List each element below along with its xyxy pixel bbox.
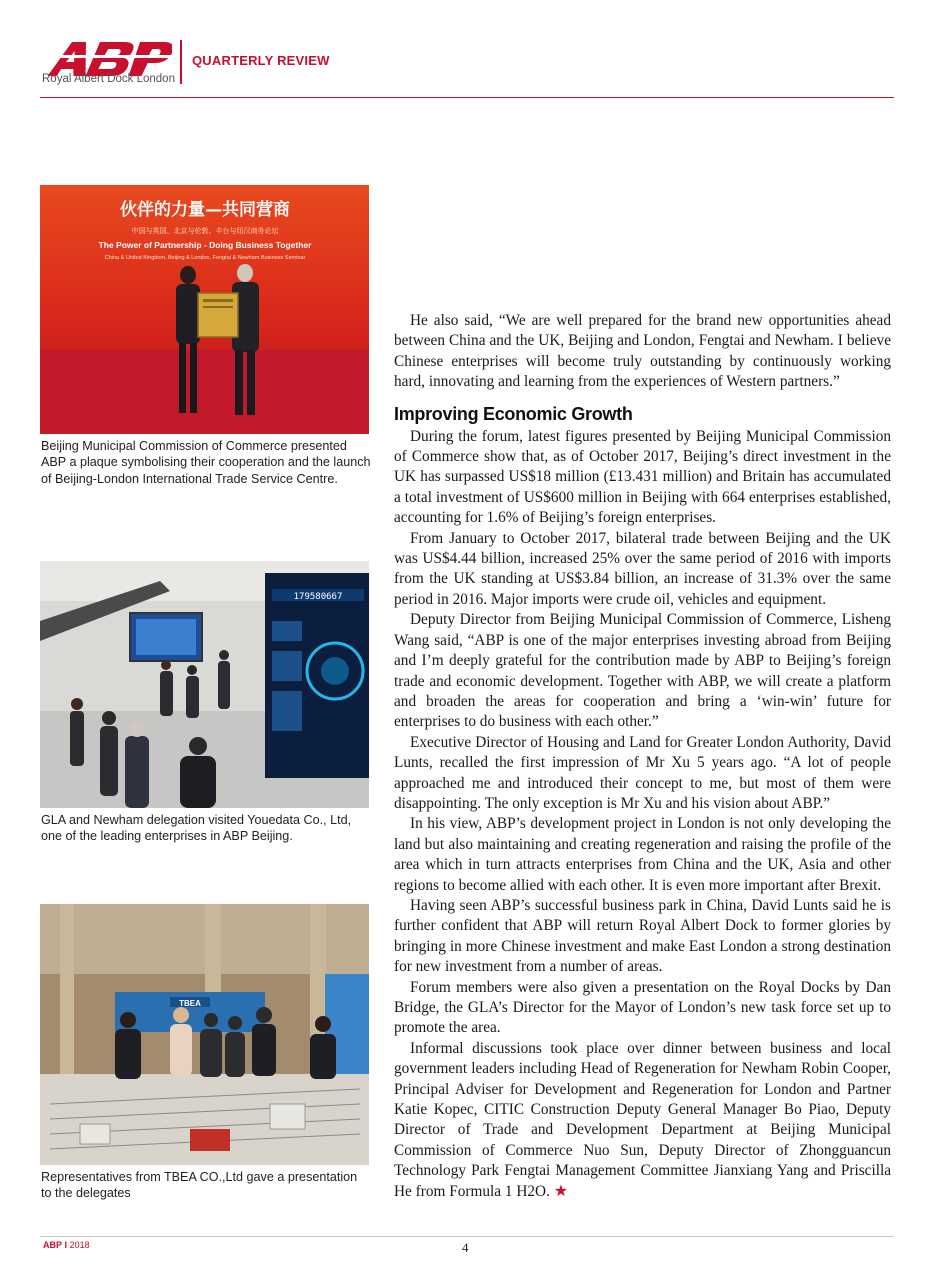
photo-caption: Beijing Municipal Commission of Commerce presented ABP a plaque symbolising their cooperation and the launch of Beijing-London International Trade Service Centre.: [41, 439, 371, 486]
article-paragraph: Executive Director of Housing and Land for Greater London Authority, David Lunts, recalled the first impression of Mr Xu 5 years ago. “A lot of people approached me and introduced their concept to me, but most of them were disappointing. The only exception is Mr Xu and his vision about ABP.”: [394, 733, 891, 812]
header-rule: [40, 97, 894, 98]
article-paragraph: Forum members were also given a presentation on the Royal Docks by Dan Bridge, the GLA’s Director for the Mayor of London’s new task force set up to promote the area.: [394, 978, 891, 1037]
footer-brand-name: ABP: [43, 1240, 63, 1250]
article-paragraph: During the forum, latest figures presented by Beijing Municipal Commission of Commerce show that, as of October 2017, Beijing’s direct investment in the UK has surpassed US$18 million (£13.431 million) and Britain has accumulated a total investment of US$600 million in Beijing with 664 enterprises established, accounting for 1.6% of Beijing’s foreign enterprises.: [394, 427, 891, 527]
banner-english-subtitle: China & United Kingdom, Beijing & London, Fengtai & Newham Business Seminar: [104, 255, 306, 261]
footer-year: 2018: [69, 1240, 90, 1250]
article-body: [394, 311, 891, 1202]
footer-brand: [43, 1240, 90, 1250]
article-paragraph: Deputy Director from Beijing Municipal Commission of Commerce, Lisheng Wang said, “ABP is one of the major enterprises investing abroad from Beijing and I’m deeply grateful for the contribution made by ABP to Beijing’s foreign trade and economic development. Together with ABP, we will create a platform and broaden the areas for cooperation and bring a ‘win-win’ future for enterprises to do business with each other.”: [394, 611, 891, 731]
footer-separator: I: [64, 1240, 68, 1250]
banner-english-title: The Power of Partnership - Doing Business Together: [98, 240, 312, 250]
banner-chinese-subtitle: 中国与英国、北京与伦敦、丰台与纽汉商务论坛: [131, 227, 279, 235]
banner-chinese-title: 伙伴的力量—共同营商: [120, 200, 290, 220]
footer-rule: [40, 1236, 894, 1237]
article-paragraph-text: Informal discussions took place over dinner between business and local government leaders including Head of Regeneration for Newham Robin Cooper, Principal Adviser for Development and Regeneration for London and Partner Katie Kopec, CITIC Construction Deputy General Manager Bo Piao, Deputy Director of Trade and Development Department at Beijing Municipal Commission of Commerce Nuo Sun, Deputy Director of Zhongguancun Technology Park Fengtai Management Committee Jianxiang Yang and Priscilla He from Formula 1 H2O.: [394, 1039, 891, 1200]
article-paragraph: From January to October 2017, bilateral trade between Beijing and the UK was US$4.44 billion, increased 25% over the same period of 2016 with imports from the UK standing at US$3.84 billion, an increase of 31.3% over the same period in 2016. Major imports were crude oil, vehicles and equipment.: [394, 529, 891, 608]
photo-youedata-visit: [40, 561, 369, 808]
header-divider: [180, 40, 182, 84]
photo-caption: Representatives from TBEA CO.,Ltd gave a presentation to the delegates: [41, 1170, 358, 1201]
article-paragraph: Having seen ABP’s successful business park in China, David Lunts said he is further confident that ABP will return Royal Albert Dock to former glories by bringing in more Chinese investment and make East London a strong destination for new investment from a number of areas.: [394, 896, 891, 976]
abp-logo: [42, 42, 172, 76]
logo-subtitle: Royal Albert Dock London: [42, 73, 175, 85]
page-header: [40, 38, 894, 100]
photo-plaque-ceremony: [40, 185, 369, 434]
section-heading: Improving Economic Growth: [394, 403, 633, 424]
photo-caption: GLA and Newham delegation visited Youedata Co., Ltd, one of the leading enterprises in ABP Beijing.: [41, 813, 352, 844]
star-icon: ★: [553, 1182, 569, 1200]
page-number: 4: [462, 1240, 469, 1255]
screen-counter: 179580667: [293, 592, 343, 602]
tbea-sign: TBEA: [179, 999, 201, 1008]
photo-tbea-presentation: [40, 904, 369, 1165]
article-paragraph: He also said, “We are well prepared for the brand new opportunities ahead between China and the UK, Beijing and London, Fengtai and Newham. I believe Chinese enterprises will become truly outstanding by continuously working hard, innovating and learning from the experiences of Western partners.”: [394, 312, 891, 391]
section-title: QUARTERLY REVIEW: [192, 53, 330, 68]
article-paragraph: In his view, ABP’s development project in London is not only developing the land but also maintaining and creating regeneration and raising the profile of the area which in turn attracts enterprises from China and the UK, Asia and other regions to become allied with each other. It is even more important after Brexit.: [394, 815, 891, 894]
article-paragraph-last: [394, 1039, 891, 1202]
